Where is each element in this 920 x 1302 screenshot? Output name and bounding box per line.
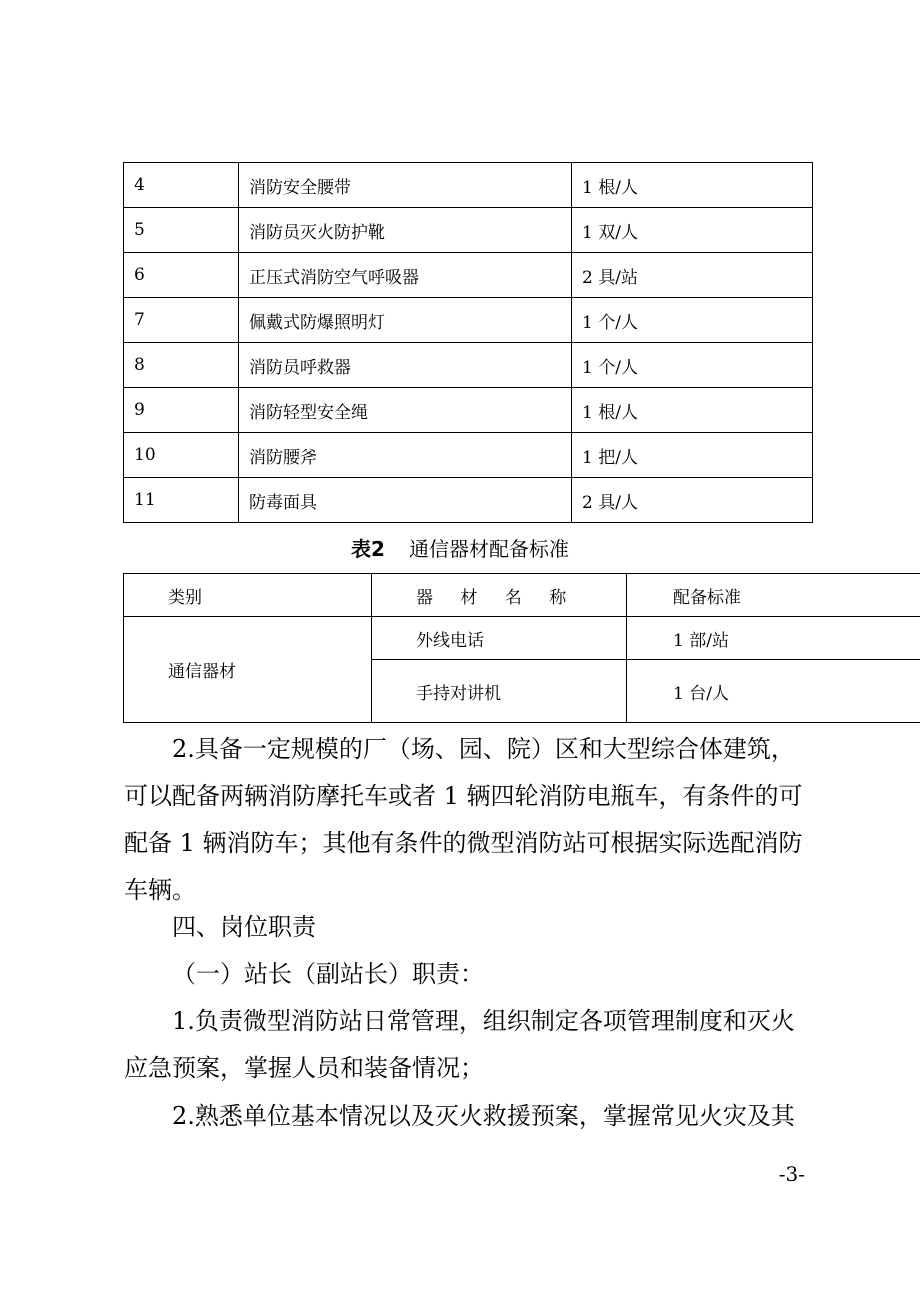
text-line: 应急预案，掌握人员和装备情况； <box>124 1054 484 1082</box>
table-row <box>124 388 813 433</box>
paragraph-vehicles <box>124 726 808 914</box>
text-line: 可以配备两辆消防摩托车或者 1 辆四轮消防电瓶车，有条件的可 <box>124 782 803 810</box>
equipment-standard: 1 根/人 <box>572 163 813 208</box>
row-number: 4 <box>124 163 239 208</box>
table-row <box>124 298 813 343</box>
equipment-standard: 2 具/站 <box>572 253 813 298</box>
equipment-standard: 1 部/站 <box>627 617 920 660</box>
equipment-standard: 1 个/人 <box>572 298 813 343</box>
equipment-name: 消防员灭火防护靴 <box>239 208 572 253</box>
equipment-table <box>123 162 813 523</box>
equipment-name: 消防轻型安全绳 <box>239 388 572 433</box>
equipment-standard: 1 个/人 <box>572 343 813 388</box>
table-row <box>124 343 813 388</box>
text-line: 1.负责微型消防站日常管理，组织制定各项管理制度和灭火 <box>172 1007 795 1035</box>
table-row <box>124 617 920 660</box>
equipment-name: 佩戴式防爆照明灯 <box>239 298 572 343</box>
duty-item-1 <box>124 998 808 1092</box>
subsection-heading-text: （一）站长（副站长）职责： <box>172 960 484 988</box>
table2-number: 表2 <box>351 537 385 561</box>
text-line: 2.熟悉单位基本情况以及灭火救援预案，掌握常见火灾及其 <box>172 1102 795 1130</box>
row-number: 8 <box>124 343 239 388</box>
table-row <box>124 433 813 478</box>
equipment-standard: 1 把/人 <box>572 433 813 478</box>
row-number: 5 <box>124 208 239 253</box>
equipment-name: 外线电话 <box>372 617 627 660</box>
table-row <box>124 208 813 253</box>
row-number: 7 <box>124 298 239 343</box>
equipment-name: 消防腰斧 <box>239 433 572 478</box>
header-category: 类别 <box>124 574 372 617</box>
text-line: 车辆。 <box>124 876 196 904</box>
header-standard: 配备标准 <box>627 574 920 617</box>
table2-title: 通信器材配备标准 <box>408 537 569 561</box>
equipment-standard: 1 根/人 <box>572 388 813 433</box>
equipment-name: 消防员呼救器 <box>239 343 572 388</box>
row-number: 10 <box>124 433 239 478</box>
subsection-heading <box>124 951 808 998</box>
equipment-standard: 1 双/人 <box>572 208 813 253</box>
text-line: 配备 1 辆消防车；其他有条件的微型消防站可根据实际选配消防 <box>124 829 803 857</box>
table-row <box>124 163 813 208</box>
communication-equipment-table <box>123 573 920 723</box>
table2-caption <box>0 533 920 562</box>
equipment-name: 防毒面具 <box>239 478 572 523</box>
header-equipment-name: 器 材 名 称 <box>372 574 627 617</box>
equipment-standard: 2 具/人 <box>572 478 813 523</box>
table-row <box>124 478 813 523</box>
section-heading <box>124 904 808 951</box>
duty-item-2 <box>124 1093 808 1140</box>
page-number: -3- <box>778 1162 805 1186</box>
table-row <box>124 253 813 298</box>
row-number: 9 <box>124 388 239 433</box>
equipment-name: 消防安全腰带 <box>239 163 572 208</box>
equipment-name: 手持对讲机 <box>372 660 627 723</box>
section-heading-text: 四、岗位职责 <box>172 913 316 941</box>
category-cell: 通信器材 <box>124 617 372 723</box>
equipment-standard: 1 台/人 <box>627 660 920 723</box>
equipment-name: 正压式消防空气呼吸器 <box>239 253 572 298</box>
row-number: 11 <box>124 478 239 523</box>
text-line: 2.具备一定规模的厂（场、园、院）区和大型综合体建筑， <box>172 735 795 763</box>
row-number: 6 <box>124 253 239 298</box>
table-header-row <box>124 574 920 617</box>
